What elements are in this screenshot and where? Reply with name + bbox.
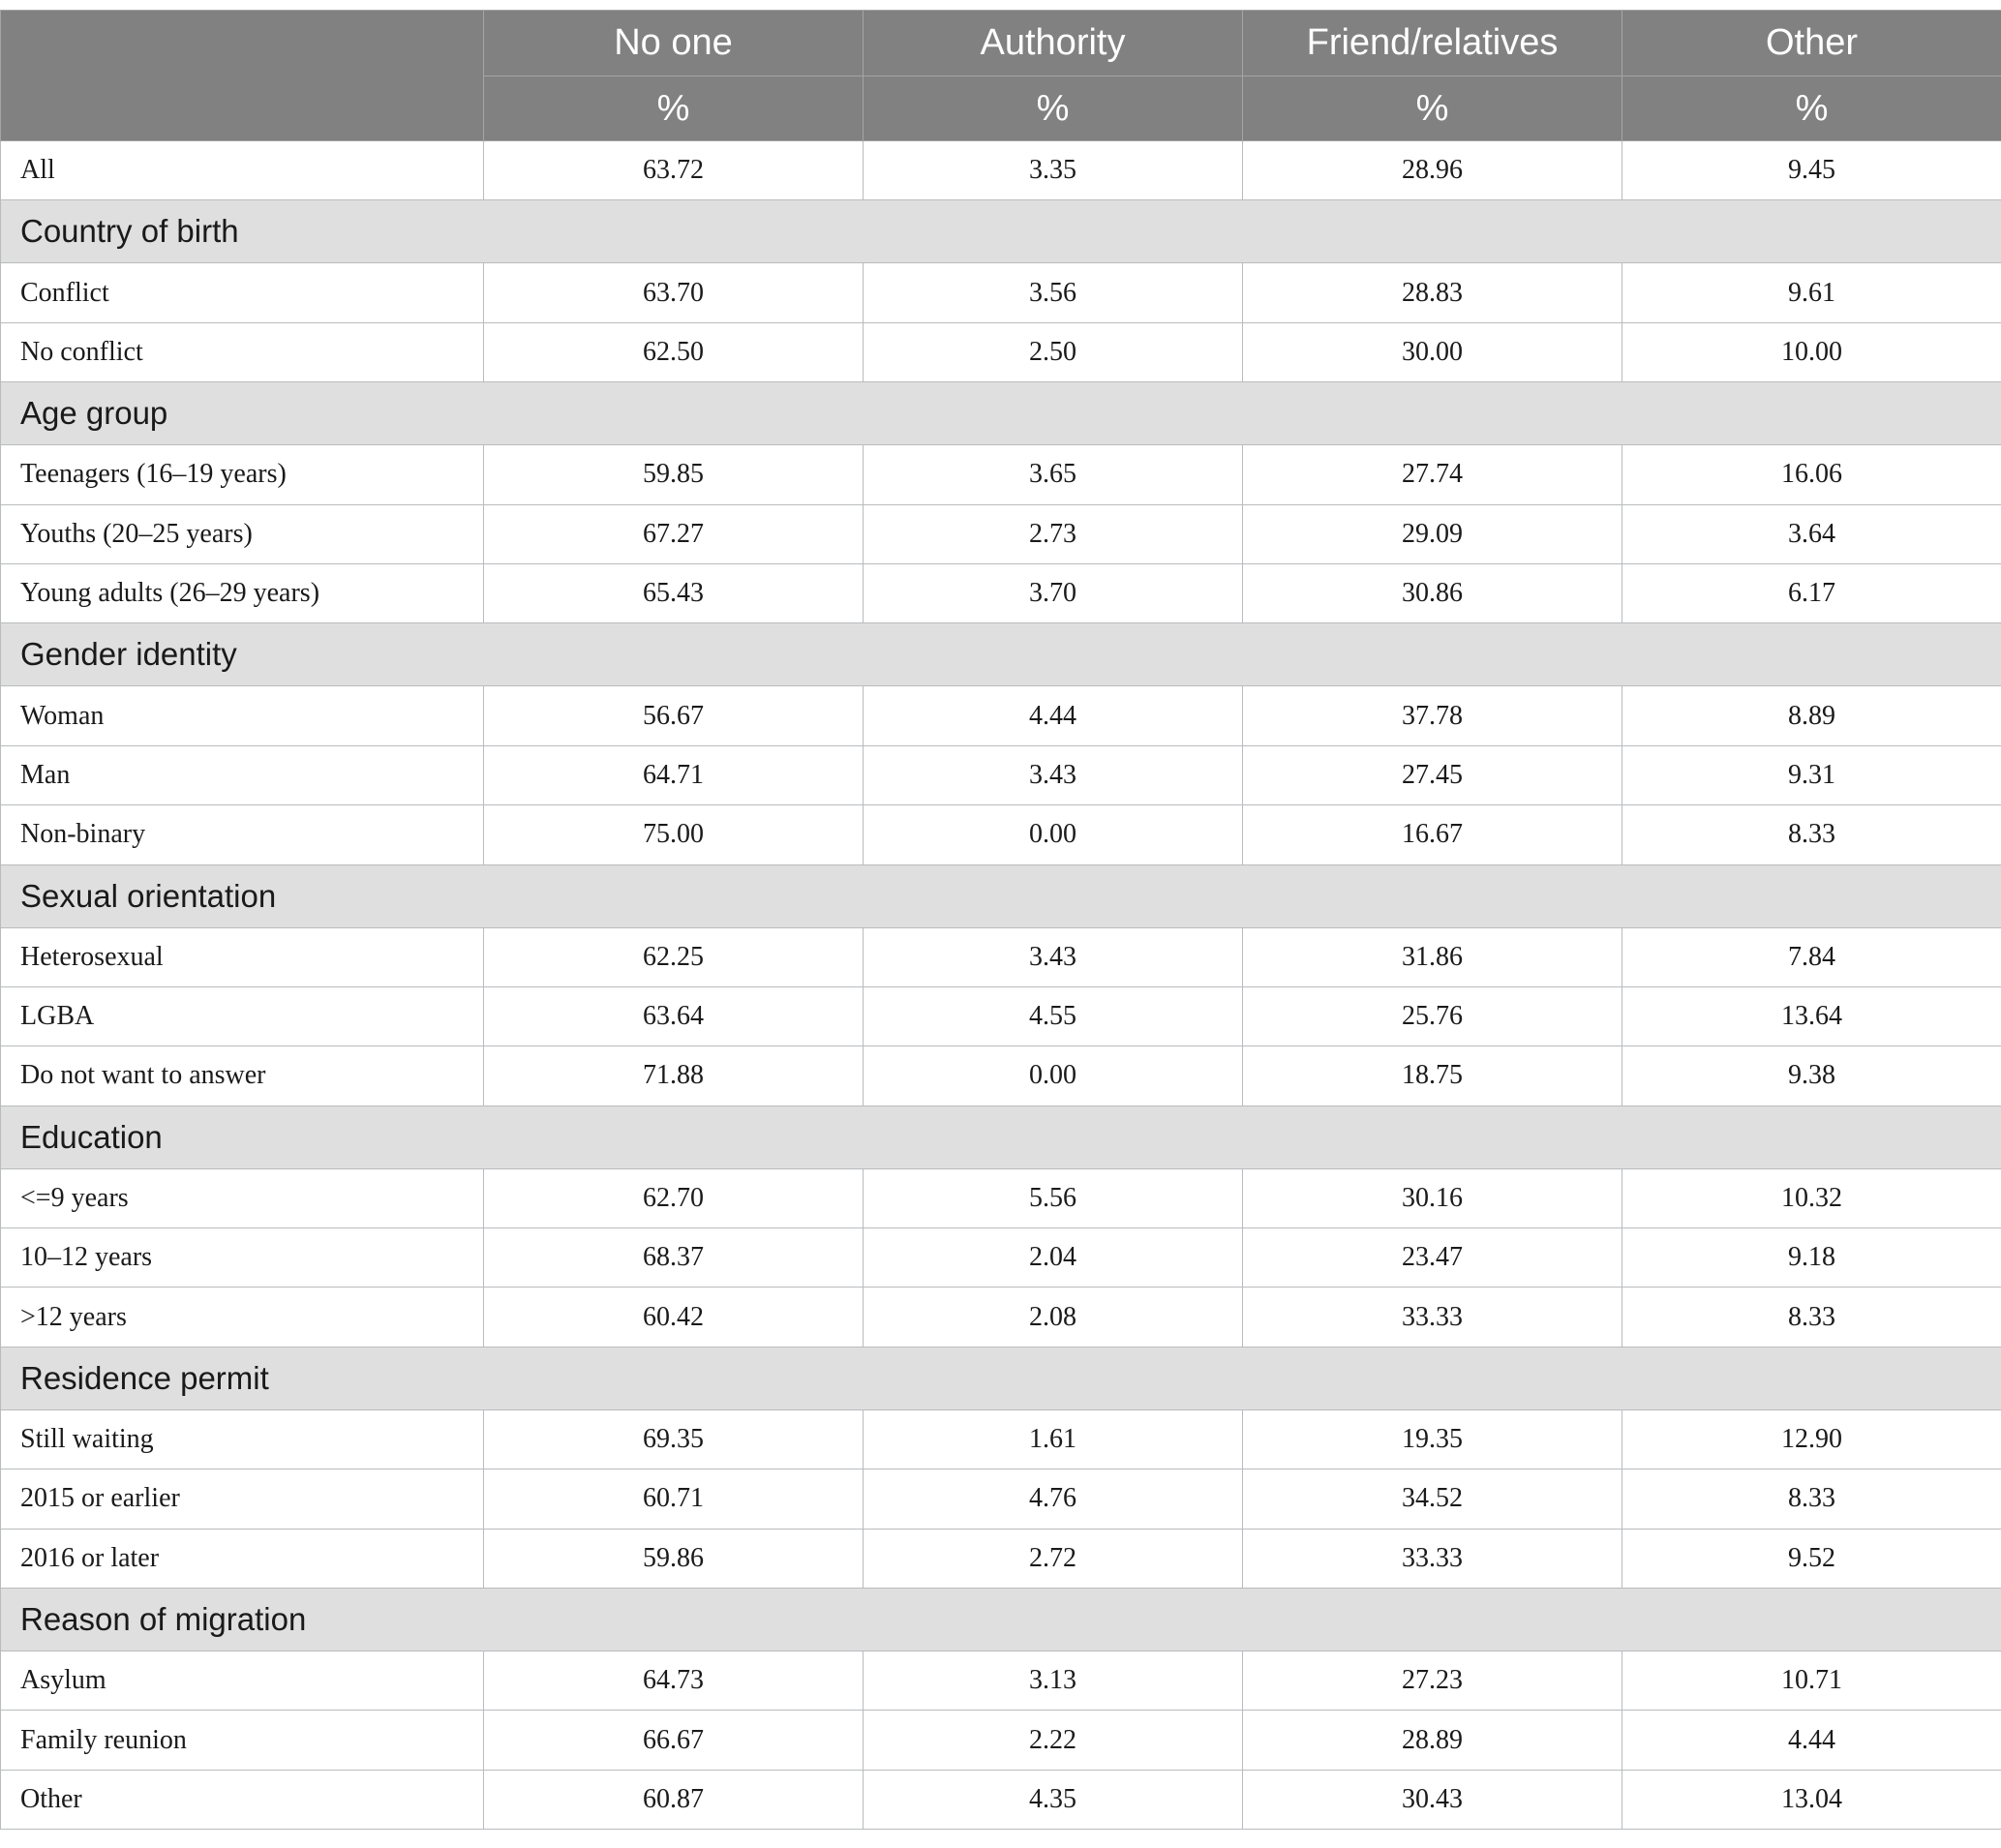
- unit-header-authority: %: [864, 76, 1243, 141]
- header-corner-cell: [1, 11, 484, 141]
- table-row: [1, 1770, 2001, 1829]
- table-cell: 1.61: [864, 1409, 1243, 1469]
- row-label: Man: [1, 745, 484, 804]
- table-cell: 75.00: [484, 805, 864, 864]
- header-row-columns: [1, 11, 2001, 76]
- table-cell: 0.00: [864, 1046, 1243, 1106]
- row-label: LGBA: [1, 986, 484, 1045]
- table-cell: 4.44: [864, 686, 1243, 745]
- table-cell: 9.52: [1622, 1529, 2001, 1588]
- table-cell: 23.47: [1243, 1228, 1622, 1288]
- table-cell: 2.08: [864, 1288, 1243, 1347]
- table-cell: 9.31: [1622, 745, 2001, 804]
- table-row: [1, 1469, 2001, 1529]
- row-label: Other: [1, 1770, 484, 1829]
- column-header-authority: Authority: [864, 11, 1243, 76]
- group-header-row: [1, 382, 2001, 445]
- table-cell: 63.70: [484, 263, 864, 322]
- table-cell: 37.78: [1243, 686, 1622, 745]
- table-cell: 10.71: [1622, 1651, 2001, 1711]
- table-cell: 27.23: [1243, 1651, 1622, 1711]
- group-header-row: [1, 623, 2001, 686]
- table-row: [1, 563, 2001, 622]
- table-cell: 3.43: [864, 745, 1243, 804]
- table-row: [1, 805, 2001, 864]
- table-cell: 2.22: [864, 1711, 1243, 1770]
- row-label: Teenagers (16–19 years): [1, 445, 484, 504]
- table-cell: 13.04: [1622, 1770, 2001, 1829]
- table-row: [1, 504, 2001, 563]
- table-cell: 3.35: [864, 141, 1243, 200]
- group-label: Country of birth: [1, 200, 2001, 263]
- table-row: [1, 263, 2001, 322]
- table-cell: 68.37: [484, 1228, 864, 1288]
- table-cell: 28.89: [1243, 1711, 1622, 1770]
- table-header: [1, 11, 2001, 141]
- column-header-other: Other: [1622, 11, 2001, 76]
- table-cell: 4.44: [1622, 1711, 2001, 1770]
- unit-header-friend-relatives: %: [1243, 76, 1622, 141]
- row-label: 2016 or later: [1, 1529, 484, 1588]
- table-cell: 2.50: [864, 322, 1243, 381]
- table-cell: 29.09: [1243, 504, 1622, 563]
- table-cell: 5.56: [864, 1168, 1243, 1227]
- table-cell: 2.72: [864, 1529, 1243, 1588]
- table-row: [1, 1288, 2001, 1347]
- group-label: Gender identity: [1, 623, 2001, 686]
- unit-header-other: %: [1622, 76, 2001, 141]
- table-row: [1, 1046, 2001, 1106]
- table-row: [1, 1651, 2001, 1711]
- table-cell: 65.43: [484, 563, 864, 622]
- column-header-no-one: No one: [484, 11, 864, 76]
- table-cell: 33.33: [1243, 1529, 1622, 1588]
- table-cell: 8.89: [1622, 686, 2001, 745]
- table-cell: 8.33: [1622, 805, 2001, 864]
- unit-header-no-one: %: [484, 76, 864, 141]
- group-label: Age group: [1, 382, 2001, 445]
- table-row: [1, 445, 2001, 504]
- table-cell: 4.55: [864, 986, 1243, 1045]
- table-cell: 69.35: [484, 1409, 864, 1469]
- data-table: [0, 10, 2001, 1830]
- table-cell: 6.17: [1622, 563, 2001, 622]
- table-row: [1, 322, 2001, 381]
- table-cell: 31.86: [1243, 927, 1622, 986]
- table-cell: 4.76: [864, 1469, 1243, 1529]
- table-cell: 30.86: [1243, 563, 1622, 622]
- table-cell: 63.72: [484, 141, 864, 200]
- row-label: Youths (20–25 years): [1, 504, 484, 563]
- row-label: Conflict: [1, 263, 484, 322]
- table-cell: 3.65: [864, 445, 1243, 504]
- table-cell: 10.00: [1622, 322, 2001, 381]
- table-cell: 30.16: [1243, 1168, 1622, 1227]
- table-cell: 30.43: [1243, 1770, 1622, 1829]
- table-cell: 8.33: [1622, 1469, 2001, 1529]
- table-body: [1, 141, 2001, 1830]
- table-cell: 66.67: [484, 1711, 864, 1770]
- table-cell: 2.73: [864, 504, 1243, 563]
- group-header-row: [1, 1106, 2001, 1168]
- table-row: [1, 745, 2001, 804]
- table-row: [1, 1529, 2001, 1588]
- table-cell: 3.56: [864, 263, 1243, 322]
- table-cell: 27.45: [1243, 745, 1622, 804]
- table-cell: 62.70: [484, 1168, 864, 1227]
- table-cell: 59.85: [484, 445, 864, 504]
- table-cell: 18.75: [1243, 1046, 1622, 1106]
- row-label: Non-binary: [1, 805, 484, 864]
- table-cell: 63.64: [484, 986, 864, 1045]
- table-cell: 28.96: [1243, 141, 1622, 200]
- table-cell: 60.87: [484, 1770, 864, 1829]
- row-label: Woman: [1, 686, 484, 745]
- column-header-friend-relatives: Friend/relatives: [1243, 11, 1622, 76]
- table-cell: 16.06: [1622, 445, 2001, 504]
- table-cell: 9.38: [1622, 1046, 2001, 1106]
- table-cell: 3.64: [1622, 504, 2001, 563]
- table-cell: 9.45: [1622, 141, 2001, 200]
- table-cell: 64.71: [484, 745, 864, 804]
- table-row: [1, 1228, 2001, 1288]
- table-cell: 71.88: [484, 1046, 864, 1106]
- row-label: <=9 years: [1, 1168, 484, 1227]
- row-label: No conflict: [1, 322, 484, 381]
- table-cell: 67.27: [484, 504, 864, 563]
- table-cell: 64.73: [484, 1651, 864, 1711]
- table-cell: 60.71: [484, 1469, 864, 1529]
- table-cell: 59.86: [484, 1529, 864, 1588]
- table-cell: 7.84: [1622, 927, 2001, 986]
- table-cell: 3.70: [864, 563, 1243, 622]
- table-cell: 12.90: [1622, 1409, 2001, 1469]
- table-cell: 33.33: [1243, 1288, 1622, 1347]
- table-cell: 62.50: [484, 322, 864, 381]
- table-cell: 4.35: [864, 1770, 1243, 1829]
- table-cell: 16.67: [1243, 805, 1622, 864]
- row-label: Young adults (26–29 years): [1, 563, 484, 622]
- table-cell: 60.42: [484, 1288, 864, 1347]
- row-label: Still waiting: [1, 1409, 484, 1469]
- row-label: Do not want to answer: [1, 1046, 484, 1106]
- table-cell: 2.04: [864, 1228, 1243, 1288]
- table-cell: 13.64: [1622, 986, 2001, 1045]
- group-label: Reason of migration: [1, 1589, 2001, 1651]
- group-header-row: [1, 1347, 2001, 1409]
- row-label: 10–12 years: [1, 1228, 484, 1288]
- table-cell: 3.43: [864, 927, 1243, 986]
- table-row: [1, 686, 2001, 745]
- table-cell: 3.13: [864, 1651, 1243, 1711]
- table-row: [1, 1711, 2001, 1770]
- row-label: 2015 or earlier: [1, 1469, 484, 1529]
- table-cell: 9.18: [1622, 1228, 2001, 1288]
- table-cell: 56.67: [484, 686, 864, 745]
- row-label: Asylum: [1, 1651, 484, 1711]
- group-label: Education: [1, 1106, 2001, 1168]
- table-row: [1, 1409, 2001, 1469]
- group-header-row: [1, 864, 2001, 927]
- group-label: Residence permit: [1, 1347, 2001, 1409]
- row-label: >12 years: [1, 1288, 484, 1347]
- table-cell: 10.32: [1622, 1168, 2001, 1227]
- table-row: [1, 927, 2001, 986]
- table-cell: 8.33: [1622, 1288, 2001, 1347]
- table-row: [1, 141, 2001, 200]
- group-header-row: [1, 200, 2001, 263]
- group-header-row: [1, 1589, 2001, 1651]
- table-cell: 25.76: [1243, 986, 1622, 1045]
- table-cell: 0.00: [864, 805, 1243, 864]
- table-cell: 28.83: [1243, 263, 1622, 322]
- table-cell: 9.61: [1622, 263, 2001, 322]
- table-cell: 34.52: [1243, 1469, 1622, 1529]
- table-cell: 19.35: [1243, 1409, 1622, 1469]
- table-row: [1, 986, 2001, 1045]
- table-cell: 30.00: [1243, 322, 1622, 381]
- row-label: All: [1, 141, 484, 200]
- table-row: [1, 1168, 2001, 1227]
- table-cell: 27.74: [1243, 445, 1622, 504]
- table-cell: 62.25: [484, 927, 864, 986]
- row-label: Family reunion: [1, 1711, 484, 1770]
- row-label: Heterosexual: [1, 927, 484, 986]
- group-label: Sexual orientation: [1, 864, 2001, 927]
